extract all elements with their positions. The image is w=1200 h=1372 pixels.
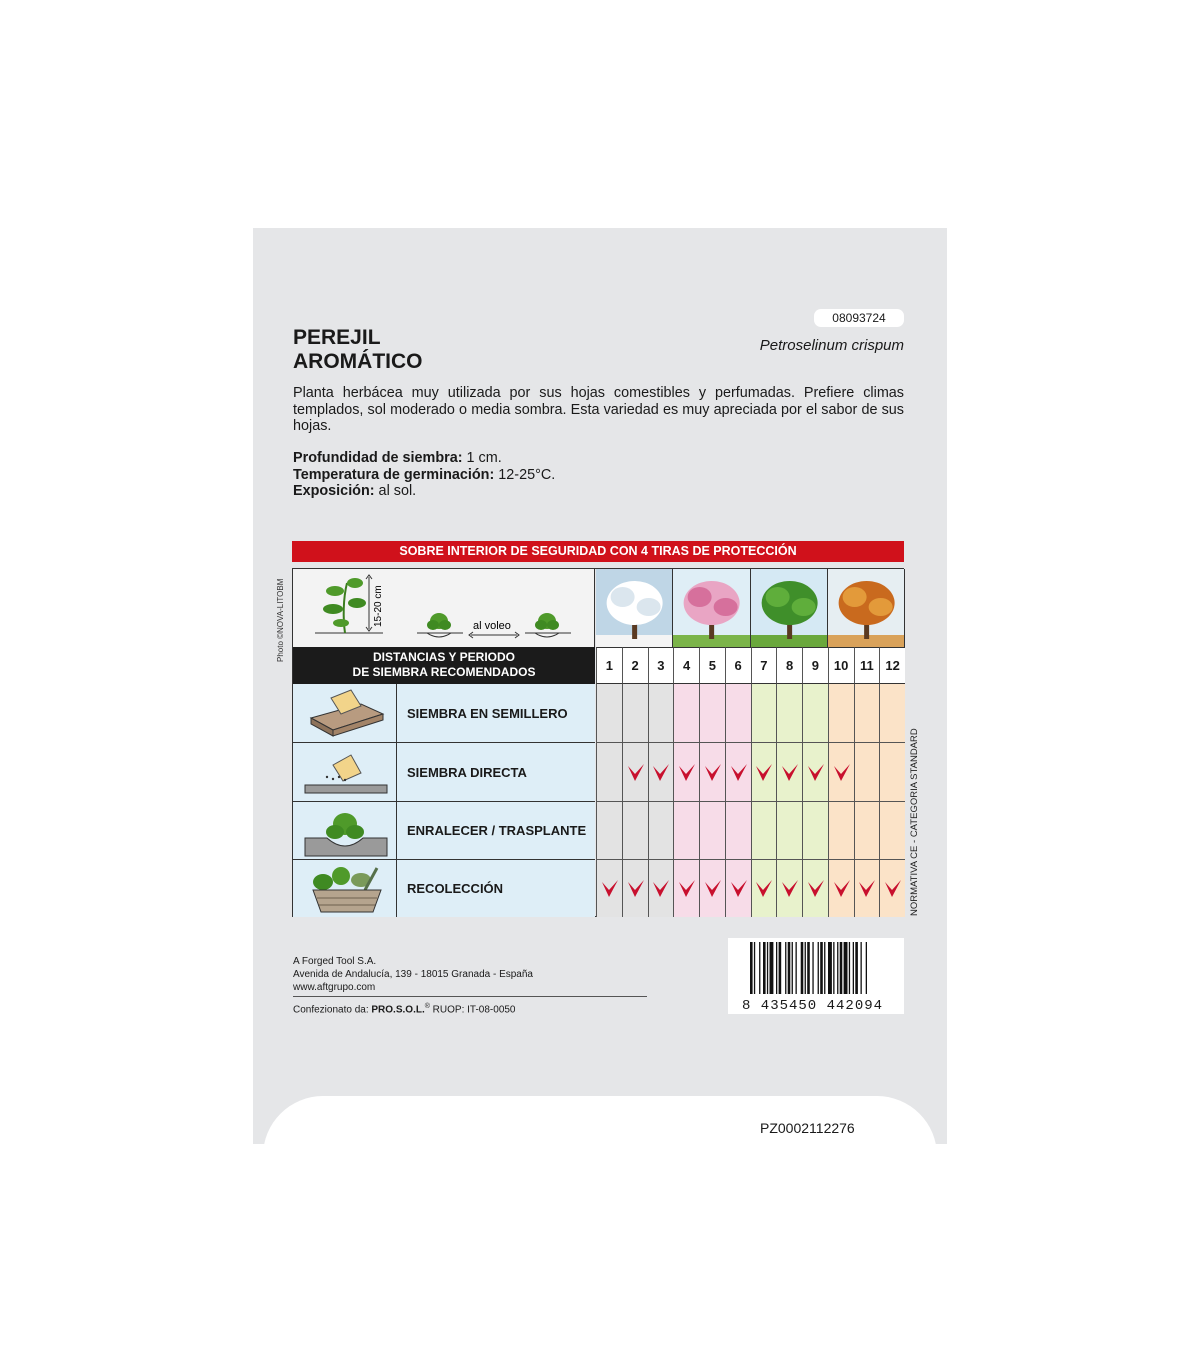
month-7: 7 (751, 647, 777, 684)
calendar-cell (622, 801, 648, 859)
check-icon (858, 879, 876, 899)
check-icon (781, 763, 799, 783)
calendar-cell (776, 801, 802, 859)
calendar-cell (725, 859, 751, 917)
month-8: 8 (776, 647, 802, 684)
calendar-cell (751, 859, 777, 917)
check-icon (704, 763, 722, 783)
title-line-1: PEREJIL (293, 326, 381, 349)
calendar-cell (802, 742, 828, 801)
calendar-cell (725, 742, 751, 801)
calendar-cell (879, 801, 905, 859)
calendar-cell (879, 742, 905, 801)
calendar-cell (751, 684, 777, 742)
calendar-cell (673, 801, 699, 859)
calendar-cell (699, 859, 725, 917)
calendar-cell (725, 684, 751, 742)
month-11: 11 (854, 647, 880, 684)
description: Planta herbácea muy utilizada por sus hojas comestibles y perfumadas. Prefiere climas templados, sol moderado o media sombra. Esta variedad es muy apreciada por el sabor de sus hojas. (293, 385, 904, 434)
packaged-by (293, 1003, 516, 1015)
check-icon (627, 879, 645, 899)
spec-label: Exposición: (293, 483, 375, 499)
calendar-cell (648, 684, 674, 742)
seedbed-tray-icon (293, 684, 397, 742)
check-icon (730, 763, 748, 783)
calendar-cell (854, 742, 880, 801)
month-12: 12 (879, 647, 905, 684)
check-icon (807, 763, 825, 783)
calendar-cell (699, 742, 725, 801)
row-label-directa: SIEMBRA DIRECTA (407, 764, 527, 780)
row-label-recoleccion: RECOLECCIÓN (407, 881, 504, 896)
calendar-cell (776, 742, 802, 801)
spec-label: Temperatura de germinación: (293, 466, 495, 483)
check-icon (884, 879, 902, 899)
month-10: 10 (828, 647, 854, 684)
season-summer-tree (751, 569, 828, 647)
month-1: 1 (596, 647, 622, 684)
pz-code: PZ0002112276 (760, 1120, 855, 1136)
height-label: 15-20 cm (373, 585, 384, 627)
photo-credit: Photo ©NOVA-LITOBM (276, 578, 285, 662)
calendar-cell (802, 859, 828, 917)
calendar-cell (648, 742, 674, 801)
check-icon (807, 879, 825, 899)
calendar-cell (725, 801, 751, 859)
season-autumn-tree (828, 569, 905, 647)
transplant-icon (293, 802, 397, 859)
check-icon (678, 763, 696, 783)
calendar-cell (828, 684, 854, 742)
barcode-digits: 8 435450 442094 (742, 998, 884, 1014)
distances-header-line-2: DE SIEMBRA RECOMENDADOS (352, 665, 536, 679)
calendar-cell (673, 684, 699, 742)
calendar-cell (854, 859, 880, 917)
check-icon (833, 879, 851, 899)
month-2: 2 (622, 647, 648, 684)
calendar-cell (828, 801, 854, 859)
check-icon (704, 879, 722, 899)
check-icon (730, 879, 748, 899)
check-icon (781, 879, 799, 899)
company-address: Avenida de Andalucía, 139 - 18015 Granada - España (293, 969, 533, 980)
product-code: 08093724 (814, 309, 904, 327)
normativa-label: NORMATIVA CE - CATEGORIA STANDARD (909, 728, 920, 916)
packaged-by-suffix: RUOP: IT-08-0050 (429, 1004, 516, 1016)
product-title (293, 326, 423, 374)
calendar-cell (776, 859, 802, 917)
check-icon (627, 763, 645, 783)
row-label-semillero: SIEMBRA EN SEMILLERO (407, 705, 568, 721)
broadcast-label: al voleo (473, 620, 511, 632)
calendar-cell (828, 742, 854, 801)
check-icon (833, 763, 851, 783)
check-icon (755, 763, 773, 783)
calendar-cell (699, 684, 725, 742)
row-label-trasplante: ENRALECER / TRASPLANTE (407, 823, 587, 838)
calendar-cell (751, 801, 777, 859)
calendar-cell (854, 801, 880, 859)
calendar-cell (802, 684, 828, 742)
check-icon (601, 879, 619, 899)
calendar-cell (596, 859, 622, 917)
season-winter-tree (596, 569, 673, 647)
calendar-cell (648, 801, 674, 859)
season-spring-tree (673, 569, 750, 647)
divider (293, 996, 647, 997)
spec-label: Profundidad de siembra: (293, 450, 463, 466)
calendar-cell (879, 684, 905, 742)
calendar-cell (673, 742, 699, 801)
calendar-cell (648, 859, 674, 917)
check-icon (755, 879, 773, 899)
distances-header (293, 647, 595, 684)
row-directa (293, 742, 595, 801)
spec-value: 12-25°C. (494, 466, 556, 483)
spec-exposure (293, 483, 555, 500)
barcode-bars (728, 938, 904, 998)
month-5: 5 (699, 647, 725, 684)
calendar-cell (776, 684, 802, 742)
registered-mark: ® (424, 1003, 430, 1010)
calendar-cell (828, 859, 854, 917)
plant-spacing-icon (293, 569, 595, 647)
calendar-cell (802, 801, 828, 859)
packaged-by-brand: PRO.S.O.L. (371, 1004, 425, 1016)
check-icon (652, 763, 670, 783)
row-trasplante (293, 801, 595, 859)
month-3: 3 (648, 647, 674, 684)
calendar-cell (751, 742, 777, 801)
distances-header-line-1: DISTANCIAS Y PERIODO (372, 650, 516, 664)
company-web: www.aftgrupo.com (293, 982, 376, 993)
spec-value: al sol. (374, 483, 417, 499)
calendar-cell (673, 859, 699, 917)
month-6: 6 (725, 647, 751, 684)
calendar-cell (596, 801, 622, 859)
spec-temperature (293, 467, 555, 484)
calendar-cell (596, 742, 622, 801)
security-banner: SOBRE INTERIOR DE SEGURIDAD CON 4 TIRAS DE PROTECCIÓN (292, 541, 904, 562)
calendar-cell (879, 859, 905, 917)
activity-rows (293, 684, 595, 917)
check-icon (652, 879, 670, 899)
latin-name: Petroselinum crispum (759, 337, 904, 354)
row-semillero (293, 684, 595, 742)
calendar-cell (622, 742, 648, 801)
row-recoleccion (293, 859, 595, 917)
packaged-by-prefix: Confezionato da: (293, 1004, 372, 1016)
company-name: A Forged Tool S.A. (293, 956, 377, 967)
sowing-calendar (292, 568, 904, 917)
direct-sowing-icon (293, 743, 397, 801)
spec-depth (293, 450, 555, 467)
basket-icon (293, 860, 397, 917)
calendar-cell (622, 684, 648, 742)
month-9: 9 (802, 647, 828, 684)
specs-list (293, 450, 555, 500)
spacing-icons (293, 569, 595, 647)
spec-value: 1 cm. (462, 450, 502, 466)
calendar-cell (854, 684, 880, 742)
check-icon (678, 879, 696, 899)
calendar-cell (699, 801, 725, 859)
title-line-2: AROMÁTICO (293, 350, 423, 373)
calendar-cell (622, 859, 648, 917)
month-4: 4 (673, 647, 699, 684)
company-info (293, 955, 533, 994)
calendar-cell (596, 684, 622, 742)
